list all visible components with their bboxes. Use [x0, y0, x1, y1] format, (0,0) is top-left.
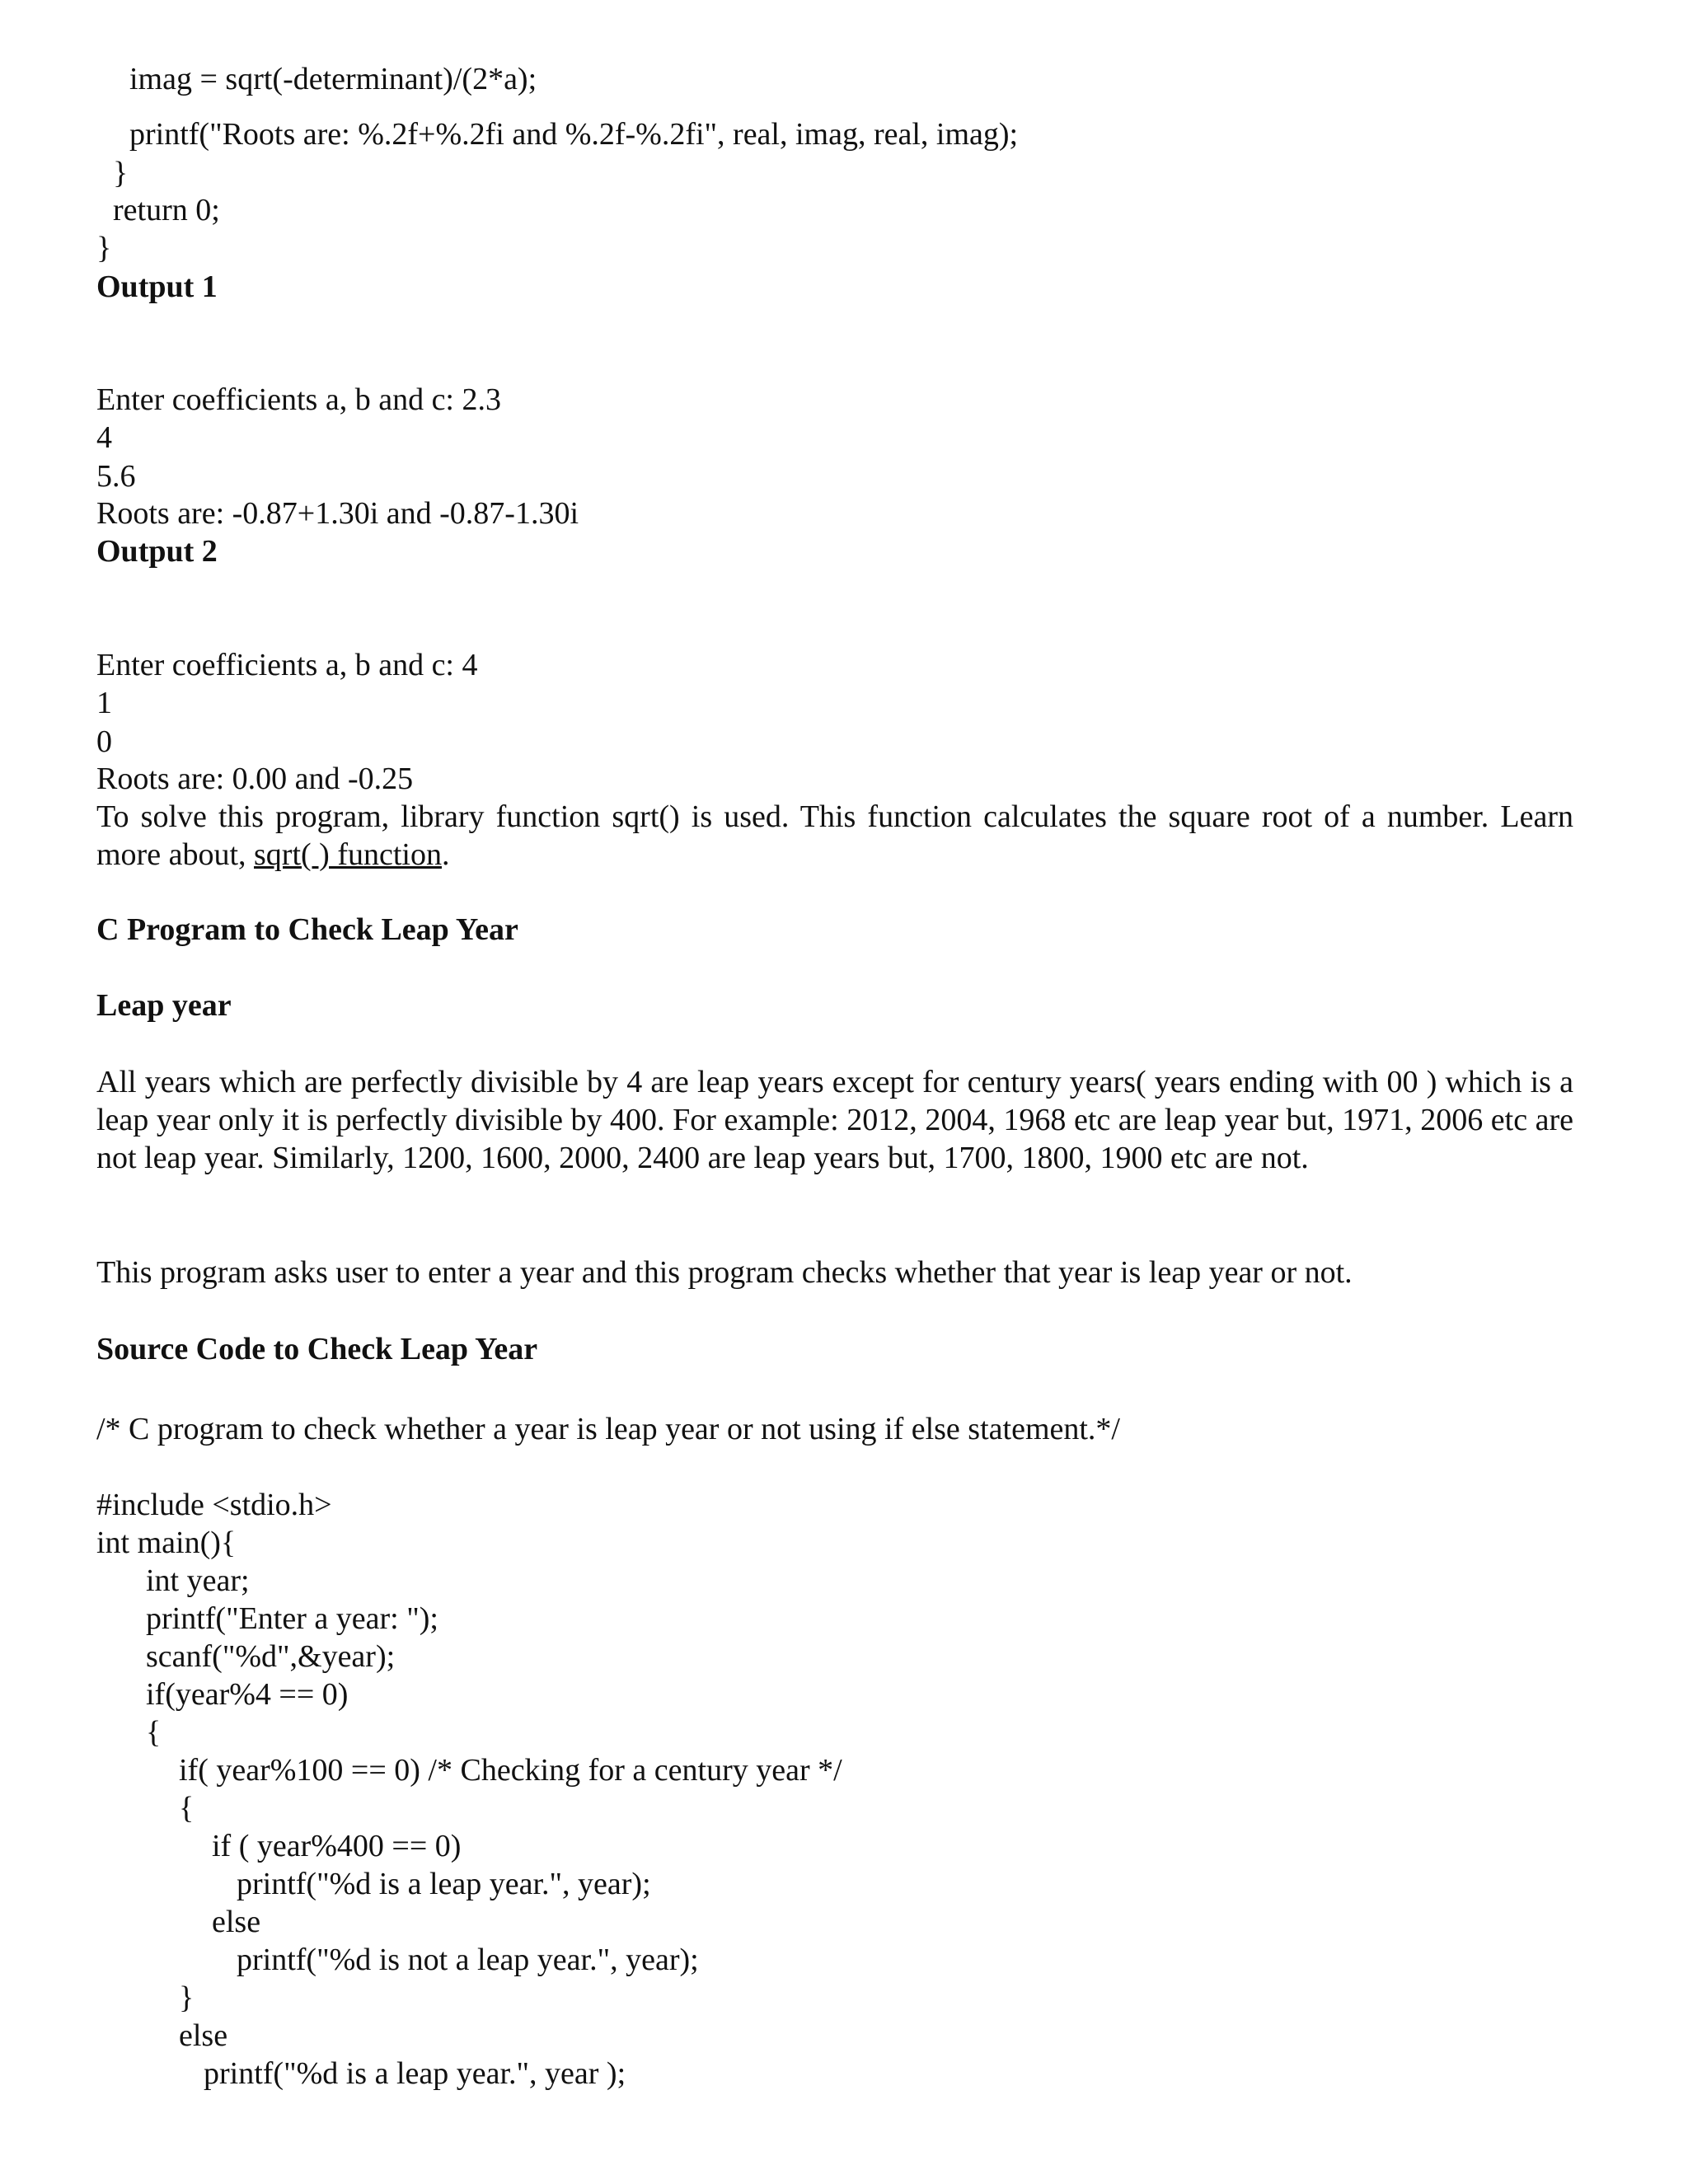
sqrt-note-paragraph	[96, 798, 1573, 874]
code-line: return 0;	[113, 193, 220, 227]
code-line: {	[179, 1791, 195, 1825]
sqrt-function-link[interactable]: sqrt( ) function	[254, 837, 442, 872]
leap-year-paragraph: All years which are perfectly divisible by 4 are leap years except for century years( years ending with 00 ) which is a leap year only it is perfectly divisible by 400. For example: 2012, 2004, 1968 etc are leap year but, 1971, 2006 etc are not leap year. Similarly, 1200, 1600, 2000, 2400 are leap years but, 1700, 1800, 1900 etc are not.	[96, 1065, 1573, 1175]
leap-year-heading: Leap year	[96, 988, 232, 1023]
code-line: printf("%d is not a leap year.", year);	[237, 1943, 699, 1977]
section-title: C Program to Check Leap Year	[96, 912, 518, 947]
output-2-heading: Output 2	[96, 534, 218, 569]
code-line: }	[96, 231, 112, 265]
code-line: {	[146, 1715, 162, 1750]
code-line: }	[179, 1980, 195, 2015]
code-line: int year;	[146, 1563, 250, 1598]
code-line: if ( year%400 == 0)	[212, 1829, 462, 1863]
code-line: else	[212, 1905, 261, 1939]
sqrt-note-tail: .	[441, 837, 450, 872]
output-line: Enter coefficients a, b and c: 4	[96, 648, 478, 682]
output-line: 1	[96, 686, 112, 720]
sqrt-note-text: To solve this program, library function sqrt() is used. This function calculates the square root of a number. Learn more about,	[96, 799, 1573, 872]
code-line: else	[179, 2018, 228, 2053]
code-line: #include <stdio.h>	[96, 1488, 332, 1522]
code-line: printf("%d is a leap year.", year );	[204, 2056, 626, 2091]
code-line: }	[113, 156, 129, 190]
code-line: if( year%100 == 0) /* Checking for a century year */	[179, 1753, 842, 1788]
output-1-heading: Output 1	[96, 269, 218, 304]
code-line: printf("Roots are: %.2f+%.2fi and %.2f-%.2fi", real, imag, real, imag);	[129, 117, 1019, 152]
code-line: printf("Enter a year: ");	[146, 1601, 438, 1636]
output-line: Enter coefficients a, b and c: 2.3	[96, 382, 501, 417]
code-line: imag = sqrt(-determinant)/(2*a);	[129, 62, 537, 96]
output-line: 0	[96, 724, 112, 759]
output-line: 4	[96, 420, 112, 455]
code-line: int main(){	[96, 1526, 237, 1560]
output-line: 5.6	[96, 459, 136, 494]
source-code-heading: Source Code to Check Leap Year	[96, 1332, 538, 1366]
output-line: Roots are: -0.87+1.30i and -0.87-1.30i	[96, 496, 579, 531]
program-intro: This program asks user to enter a year and this program checks whether that year is leap year or not.	[96, 1255, 1353, 1290]
code-line: scanf("%d",&year);	[146, 1639, 396, 1674]
code-comment: /* C program to check whether a year is leap year or not using if else statement.*/	[96, 1412, 1120, 1446]
code-line: if(year%4 == 0)	[146, 1677, 349, 1712]
code-line: printf("%d is a leap year.", year);	[237, 1867, 651, 1901]
output-line: Roots are: 0.00 and -0.25	[96, 762, 414, 796]
